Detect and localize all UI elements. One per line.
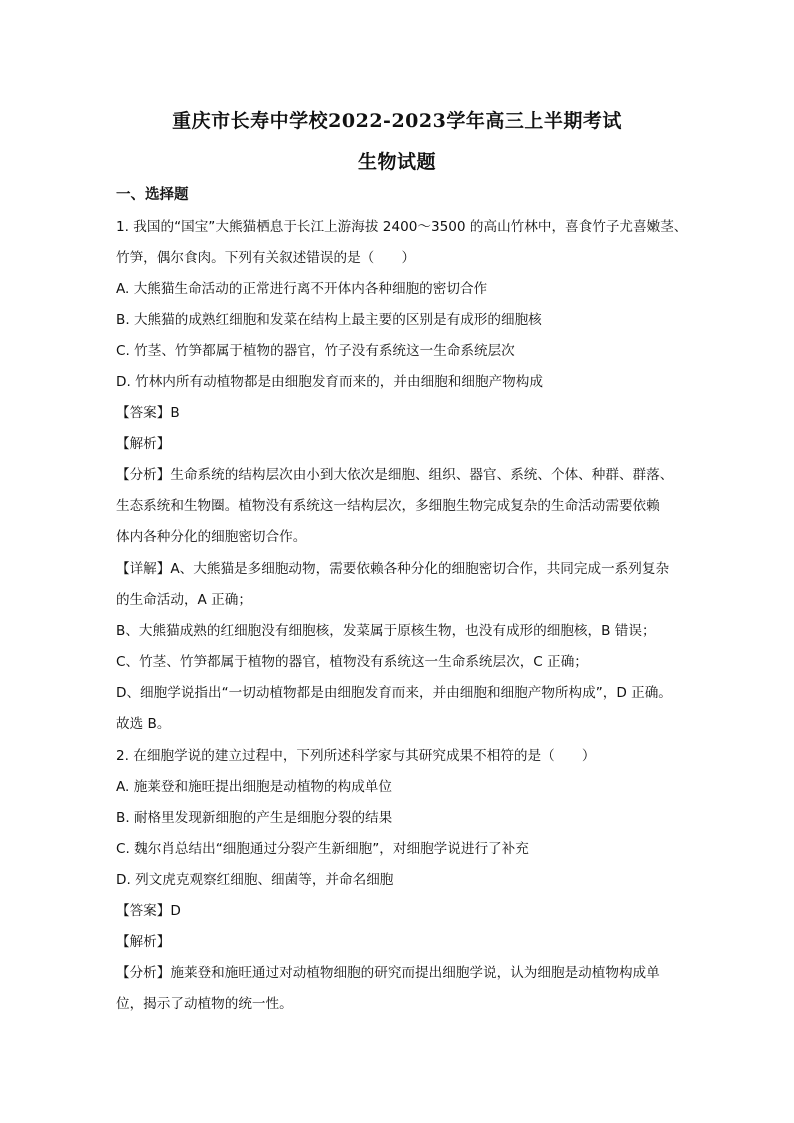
question-2-answer: 【答案】D xyxy=(116,903,181,919)
question-1-answer: 【答案】B xyxy=(116,405,180,421)
question-1-option-b: B. 大熊猫的成熟红细胞和发菜在结构上最主要的区别是有成形的细胞核 xyxy=(116,312,542,328)
question-1-conclusion: 故选 B。 xyxy=(116,716,171,732)
question-1-option-c: C. 竹茎、竹笋都属于植物的器官，竹子没有系统这一生命系统层次 xyxy=(116,343,515,359)
document-title: 重庆市长寿中学校2022-2023学年高三上半期考试 xyxy=(172,110,622,132)
section-heading: 一、选择题 xyxy=(116,187,189,203)
question-2-analysis-line-1: 【分析】施莱登和施旺通过对动植物细胞的研究而提出细胞学说，认为细胞是动植物构成单 xyxy=(116,965,660,981)
question-1-detail-line-2: 的生命活动，A 正确； xyxy=(116,592,252,608)
question-1-stem-line-2: 竹笋，偶尔食肉。下列有关叙述错误的是（ ） xyxy=(116,250,416,266)
question-1-detail-line-1: 【详解】A、大熊猫是多细胞动物，需要依赖各种分化的细胞密切合作，共同完成一系列复杂 xyxy=(116,561,670,577)
question-2-analysis-heading: 【解析】 xyxy=(116,934,171,950)
question-1-detail-line-5: D、细胞学说指出“一切动植物都是由细胞发育而来，并由细胞和细胞产物所构成”，D 正确。 xyxy=(116,685,672,701)
question-1-analysis-heading: 【解析】 xyxy=(116,436,171,452)
question-1-option-a: A. 大熊猫生命活动的正常进行离不开体内各种细胞的密切合作 xyxy=(116,281,488,297)
question-2-option-a: A. 施莱登和施旺提出细胞是动植物的构成单位 xyxy=(116,779,392,795)
question-2-option-c: C. 魏尔肖总结出“细胞通过分裂产生新细胞”，对细胞学说进行了补充 xyxy=(116,841,529,857)
question-1-analysis-line-2: 生态系统和生物圈。植物没有系统这一结构层次，多细胞生物完成复杂的生命活动需要依赖 xyxy=(116,498,660,514)
question-2-option-d: D. 列文虎克观察红细胞、细菌等，并命名细胞 xyxy=(116,872,394,888)
question-1-analysis-line-3: 体内各种分化的细胞密切合作。 xyxy=(116,529,307,545)
question-1-stem-line-1: 1. 我国的“国宝”大熊猫栖息于长江上游海拔 2400～3500 的高山竹林中，喜食竹子尤喜嫩茎、 xyxy=(116,219,688,235)
question-2-option-b: B. 耐格里发现新细胞的产生是细胞分裂的结果 xyxy=(116,810,393,826)
question-1-option-d: D. 竹林内所有动植物都是由细胞发育而来的，并由细胞和细胞产物构成 xyxy=(116,374,543,390)
question-1-analysis-line-1: 【分析】生命系统的结构层次由小到大依次是细胞、组织、器官、系统、个体、种群、群落、 xyxy=(116,467,674,483)
question-1-detail-line-4: C、竹茎、竹笋都属于植物的器官，植物没有系统这一生命系统层次，C 正确； xyxy=(116,654,588,670)
question-2-analysis-line-2: 位，揭示了动植物的统一性。 xyxy=(116,996,293,1012)
question-1-detail-line-3: B、大熊猫成熟的红细胞没有细胞核，发菜属于原核生物，也没有成形的细胞核，B 错误； xyxy=(116,623,656,639)
question-2-stem: 2. 在细胞学说的建立过程中，下列所述科学家与其研究成果不相符的是（ ） xyxy=(116,748,596,764)
document-subtitle: 生物试题 xyxy=(357,151,436,173)
